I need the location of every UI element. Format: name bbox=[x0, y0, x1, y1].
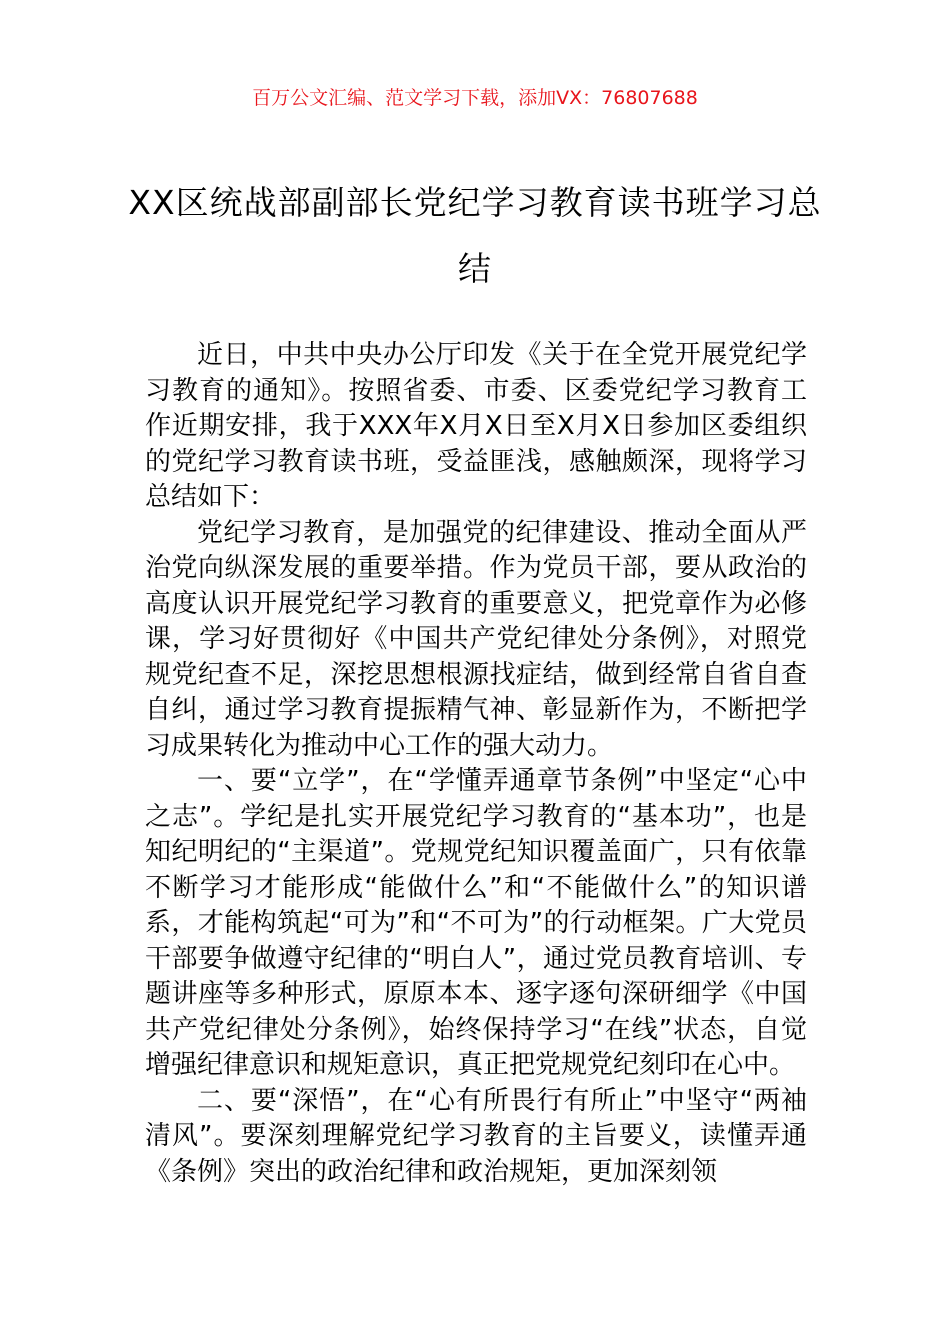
paragraph-overview: 党纪学习教育，是加强党的纪律建设、推动全面从严治党向纵深发展的重要举措。作为党员干部，要从政治的高度认识开展党纪学习教育的重要意义，把党章作为必修课，学习好贯彻好《中国共产党纪律处分条例》，对照党规党纪查不足，深挖思想根源找症结，做到经常自省自查自纠，通过学习教育提振精气神、彰显新作为，不断把学习成果转化为推动中心工作的强大动力。 bbox=[145, 517, 807, 761]
document-body bbox=[145, 338, 807, 1190]
watermark-banner: 百万公文汇编、范文学习下载，添加VX：76807688 bbox=[252, 87, 698, 109]
document-title: XX区统战部副部长党纪学习教育读书班学习总结 bbox=[128, 183, 822, 288]
paragraph-section-2: 二、要“深悟”，在“心有所畏行有所止”中坚守“两袖清风”。要深刻理解党纪学习教育的主旨要义，读懂弄通《条例》突出的政治纪律和政治规矩，更加深刻领 bbox=[145, 1085, 807, 1187]
paragraph-intro: 近日，中共中央办公厅印发《关于在全党开展党纪学习教育的通知》。按照省委、市委、区委党纪学习教育工作近期安排，我于XXX年X月X日至X月X日参加区委组织的党纪学习教育读书班，受益匪浅，感触颇深，现将学习总结如下： bbox=[145, 340, 807, 512]
paragraph-section-1: 一、要“立学”，在“学懂弄通章节条例”中坚定“心中之志”。学纪是扎实开展党纪学习教育的“基本功”，也是知纪明纪的“主渠道”。党规党纪知识覆盖面广，只有依靠不断学习才能形成“能做什么”和“不能做什么”的知识谱系，才能构筑起“可为”和“不可为”的行动框架。广大党员干部要争做遵守纪律的“明白人”，通过党员教育培训、专题讲座等多种形式，原原本本、逐字逐句深研细学《中国共产党纪律处分条例》，始终保持学习“在线”状态，自觉增强纪律意识和规矩意识，真正把党规党纪刻印在心中。 bbox=[145, 766, 807, 1080]
